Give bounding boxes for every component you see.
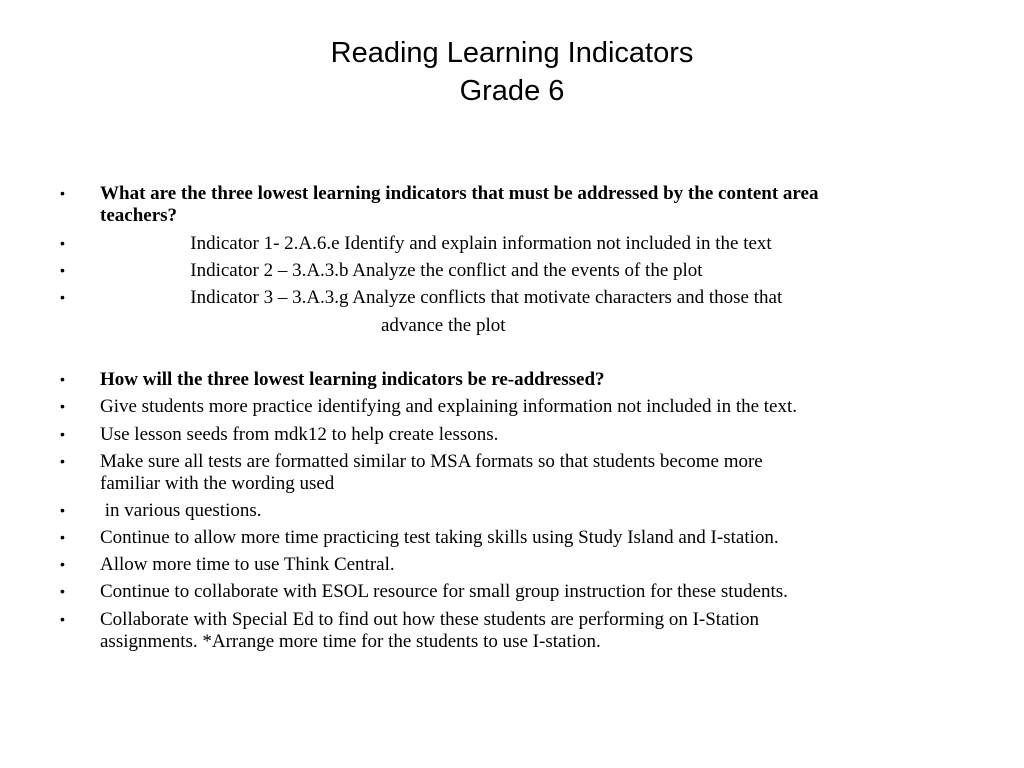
bullet-text: Allow more time to use Think Central. <box>100 554 395 575</box>
bullet-text: What are the three lowest learning indicators that must be addressed by the content area <box>100 183 819 204</box>
bullet-icon: • <box>60 611 65 627</box>
bullet-icon: • <box>60 289 65 305</box>
bullet-text: Indicator 1- 2.A.6.e Identify and explain information not included in the text <box>100 233 772 254</box>
slide-title-line-1: Reading Learning Indicators <box>330 37 694 69</box>
bullet-icon: • <box>60 502 65 518</box>
bullet-icon: • <box>60 556 65 572</box>
bullet-icon: • <box>60 398 65 414</box>
bullet-text-continued: advance the plot <box>381 315 506 336</box>
bullet-text: Continue to collaborate with ESOL resource for small group instruction for these students. <box>100 581 788 602</box>
bullet-icon: • <box>60 262 65 278</box>
bullet-icon: • <box>60 426 65 442</box>
bullet-icon: • <box>60 371 65 387</box>
slide-title-line-2: Grade 6 <box>459 75 565 107</box>
bullet-text: Indicator 3 – 3.A.3.g Analyze conflicts that motivate characters and those that <box>100 287 783 308</box>
bullet-icon: • <box>60 235 65 251</box>
bullet-text: Use lesson seeds from mdk12 to help create lessons. <box>100 424 499 445</box>
bullet-text: Indicator 2 – 3.A.3.b Analyze the conflict and the events of the plot <box>100 260 703 281</box>
bullet-icon: • <box>60 453 65 469</box>
bullet-text: in various questions. <box>100 500 262 521</box>
bullet-text: Continue to allow more time practicing test taking skills using Study Island and I-station. <box>100 527 779 548</box>
bullet-text-continued: teachers? <box>100 205 178 226</box>
bullet-text: Collaborate with Special Ed to find out how these students are performing on I-Station <box>100 609 760 630</box>
bullet-icon: • <box>60 583 65 599</box>
bullet-icon: • <box>60 185 65 201</box>
bullet-text: How will the three lowest learning indicators be re-addressed? <box>100 369 605 390</box>
bullet-text: Make sure all tests are formatted similar to MSA formats so that students become more <box>100 451 763 472</box>
bullet-text-continued: familiar with the wording used <box>100 473 335 494</box>
bullet-text-continued: assignments. *Arrange more time for the students to use I-station. <box>100 631 601 652</box>
bullet-icon: • <box>60 529 65 545</box>
bullet-text: Give students more practice identifying and explaining information not included in the text. <box>100 396 798 417</box>
